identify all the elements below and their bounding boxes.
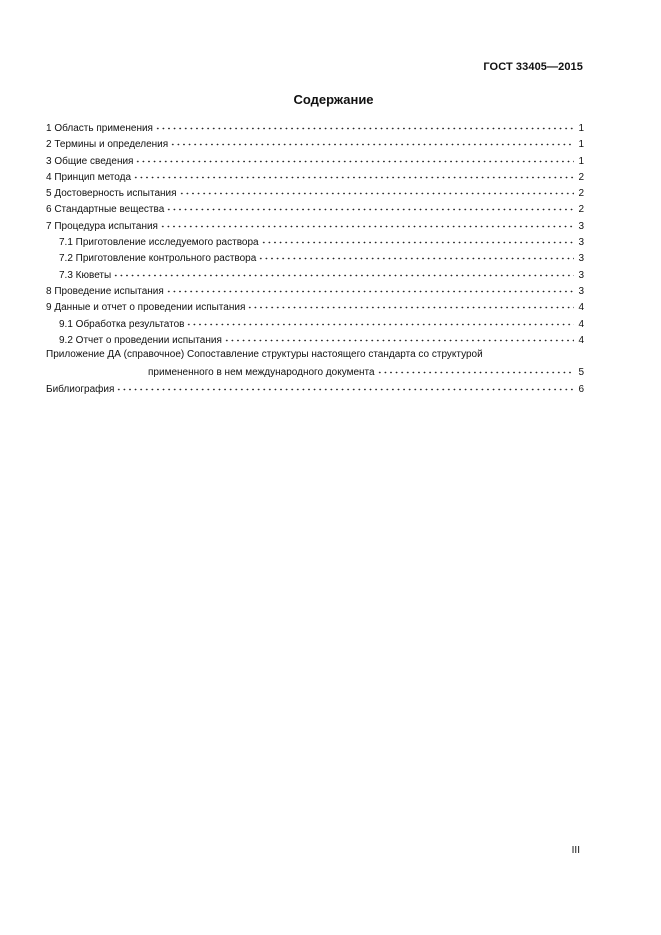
toc-leader-dots xyxy=(116,379,574,391)
toc-entry-label: 6 Стандартные вещества xyxy=(46,204,165,216)
toc-leader-dots xyxy=(179,183,574,195)
toc-entry-page: 3 xyxy=(578,269,584,281)
toc-subentry[interactable] xyxy=(46,266,584,282)
toc-entry[interactable] xyxy=(46,200,584,216)
toc-leader-dots xyxy=(135,151,574,163)
toc-entry-page: 3 xyxy=(578,237,584,249)
toc-entry-page: 1 xyxy=(578,123,584,134)
toc-subentry[interactable] xyxy=(46,315,584,331)
toc-entry[interactable] xyxy=(46,168,584,184)
toc-leader-dots xyxy=(186,314,574,326)
toc-entry-page: 4 xyxy=(578,302,584,314)
page-number: III xyxy=(571,845,580,856)
toc-entry[interactable] xyxy=(46,135,584,151)
toc-entry-page: 2 xyxy=(578,188,584,200)
toc-entry-label: 7.2 Приготовление контрольного раствора xyxy=(59,253,257,265)
toc-leader-dots xyxy=(113,265,574,277)
toc-leader-dots xyxy=(377,362,574,374)
toc-entry-page: 6 xyxy=(578,383,584,395)
toc-appendix-entry[interactable] xyxy=(46,347,584,380)
toc-leader-dots xyxy=(166,199,574,211)
toc-entry-label: 7.3 Кюветы xyxy=(59,269,112,281)
toc-entry[interactable] xyxy=(46,119,584,135)
toc-entry-page: 5 xyxy=(578,367,584,379)
toc-entry-page: 3 xyxy=(578,253,584,265)
toc-leader-dots xyxy=(166,281,574,293)
toc-entry-label: Библиография xyxy=(46,383,115,395)
toc-entry-label: 1 Область применения xyxy=(46,123,153,134)
toc-leader-dots xyxy=(247,297,574,309)
toc-entry-page: 2 xyxy=(578,171,584,183)
toc-entry-label: 7.1 Приготовление исследуемого раствора xyxy=(59,237,259,249)
toc-entry-page: 1 xyxy=(578,155,584,167)
toc-entry-page: 2 xyxy=(578,204,584,216)
toc-entry-page: 3 xyxy=(578,220,584,232)
toc-entry-label: 3 Общие сведения xyxy=(46,155,134,167)
toc-leader-dots xyxy=(261,232,574,244)
toc-entry-label: 4 Принцип метода xyxy=(46,171,132,183)
toc-leader-dots xyxy=(258,248,574,260)
toc-appendix-label-line2: примененного в нем международного документа xyxy=(148,367,375,379)
toc-entry-page: 4 xyxy=(578,334,584,346)
toc-leader-dots xyxy=(224,330,574,342)
toc-entry-label: 7 Процедура испытания xyxy=(46,220,158,232)
toc-entry-label: 9.2 Отчет о проведении испытания xyxy=(59,334,222,346)
toc-entry[interactable] xyxy=(46,282,584,298)
toc-leader-dots xyxy=(170,134,574,146)
toc-entry-label: 9 Данные и отчет о проведении испытания xyxy=(46,302,246,314)
toc-leader-dots xyxy=(155,118,574,130)
toc-title: Содержание xyxy=(293,92,374,107)
table-of-contents xyxy=(46,119,584,396)
toc-appendix-label-line1: Приложение ДА (справочное) Сопоставление структуры настоящего стандарта со структурой xyxy=(46,349,483,361)
toc-appendix-continuation xyxy=(46,363,584,379)
toc-entry-label: 5 Достоверность испытания xyxy=(46,188,177,200)
toc-subentry[interactable] xyxy=(46,233,584,249)
toc-entry[interactable] xyxy=(46,217,584,233)
toc-entry[interactable] xyxy=(46,380,584,396)
document-code: ГОСТ 33405—2015 xyxy=(483,61,583,73)
toc-entry[interactable] xyxy=(46,184,584,200)
toc-leader-dots xyxy=(160,216,574,228)
toc-subentry[interactable] xyxy=(46,331,584,347)
toc-entry-label: 8 Проведение испытания xyxy=(46,285,164,297)
toc-entry-label: 9.1 Обработка результатов xyxy=(59,318,185,330)
toc-entry[interactable] xyxy=(46,298,584,314)
toc-entry-page: 1 xyxy=(578,139,584,151)
toc-entry-page: 4 xyxy=(578,318,584,330)
toc-entry-label: 2 Термины и определения xyxy=(46,139,169,151)
toc-subentry[interactable] xyxy=(46,249,584,265)
toc-leader-dots xyxy=(133,167,574,179)
toc-entry-page: 3 xyxy=(578,285,584,297)
toc-entry[interactable] xyxy=(46,152,584,168)
